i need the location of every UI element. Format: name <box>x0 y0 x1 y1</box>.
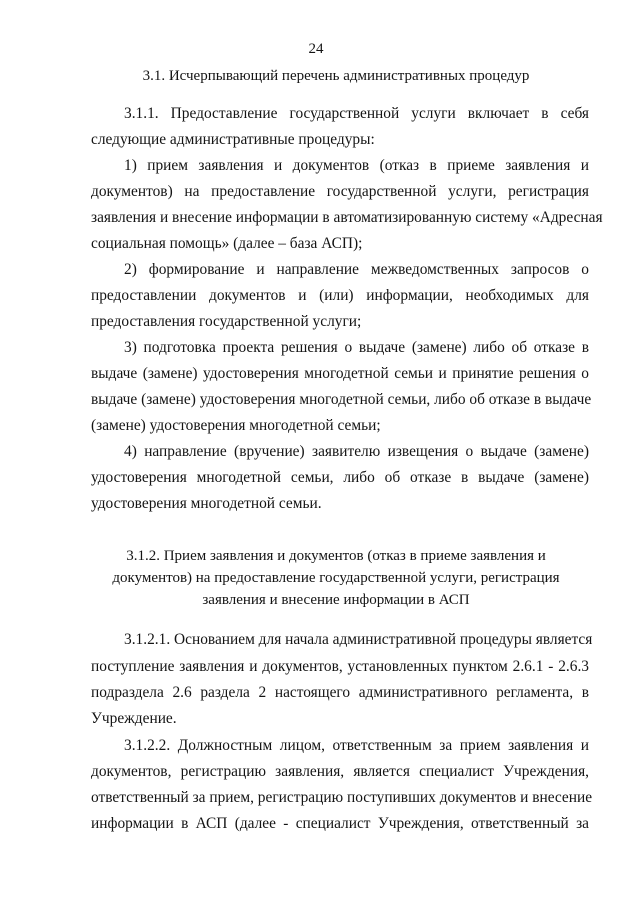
list-item-line: удостоверения многодетной семьи, либо об отказе в выдаче (замене) <box>91 469 589 486</box>
list-item-line: 2) формирование и направление межведомственных запросов о <box>124 261 589 278</box>
paragraph-line: 3.1.2.2. Должностным лицом, ответственным за прием заявления и <box>124 737 589 754</box>
list-item-line: социальная помощь» (далее – база АСП); <box>91 235 363 252</box>
list-item-line: 1) прием заявления и документов (отказ в приеме заявления и <box>124 157 589 174</box>
paragraph-line: ответственный за прием, регистрацию поступивших документов и внесение <box>91 789 593 806</box>
paragraph-line: документов, регистрацию заявления, является специалист Учреждения, <box>91 763 589 780</box>
list-item-line: выдаче (замене) удостоверения многодетной семьи и принятие решения о <box>91 365 589 382</box>
page-number: 24 <box>308 41 324 57</box>
section-title: 3.1. Исчерпывающий перечень административных процедур <box>142 68 530 84</box>
subsection-title: 3.1.2. Прием заявления и документов (отказ в приеме заявления и <box>126 548 546 564</box>
list-item-line: предоставления государственной услуги; <box>91 313 362 330</box>
paragraph-line: следующие административные процедуры: <box>91 131 375 148</box>
paragraph-line: поступление заявления и документов, установленных пунктом 2.6.1 - 2.6.3 <box>91 658 589 675</box>
paragraph-line: 3.1.2.1. Основанием для начала административной процедуры является <box>124 631 593 648</box>
list-item-line: 4) направление (вручение) заявителю извещения о выдаче (замене) <box>124 443 589 460</box>
list-item-line: 3) подготовка проекта решения о выдаче (замене) либо об отказе в <box>124 339 589 356</box>
list-item-line: удостоверения многодетной семьи. <box>91 495 322 512</box>
list-item-line: документов) на предоставление государственной услуги, регистрация <box>91 183 589 200</box>
list-item-line: (замене) удостоверения многодетной семьи; <box>91 417 381 434</box>
paragraph-line: 3.1.1. Предоставление государственной услуги включает в себя <box>124 105 589 122</box>
list-item-line: предоставлении документов и (или) информации, необходимых для <box>91 287 589 304</box>
paragraph-line: информации в АСП (далее - специалист Учреждения, ответственный за <box>91 815 589 832</box>
subsection-title: документов) на предоставление государственной услуги, регистрация <box>112 570 560 586</box>
list-item-line: выдаче (замене) удостоверения многодетной семьи, либо об отказе в выдаче <box>91 391 592 408</box>
paragraph-line: подраздела 2.6 раздела 2 настоящего административного регламента, в <box>91 684 589 701</box>
list-item-line: заявления и внесение информации в автоматизированную систему «Адресная <box>91 209 603 226</box>
paragraph-line: Учреждение. <box>91 710 177 727</box>
subsection-title: заявления и внесение информации в АСП <box>202 592 470 608</box>
